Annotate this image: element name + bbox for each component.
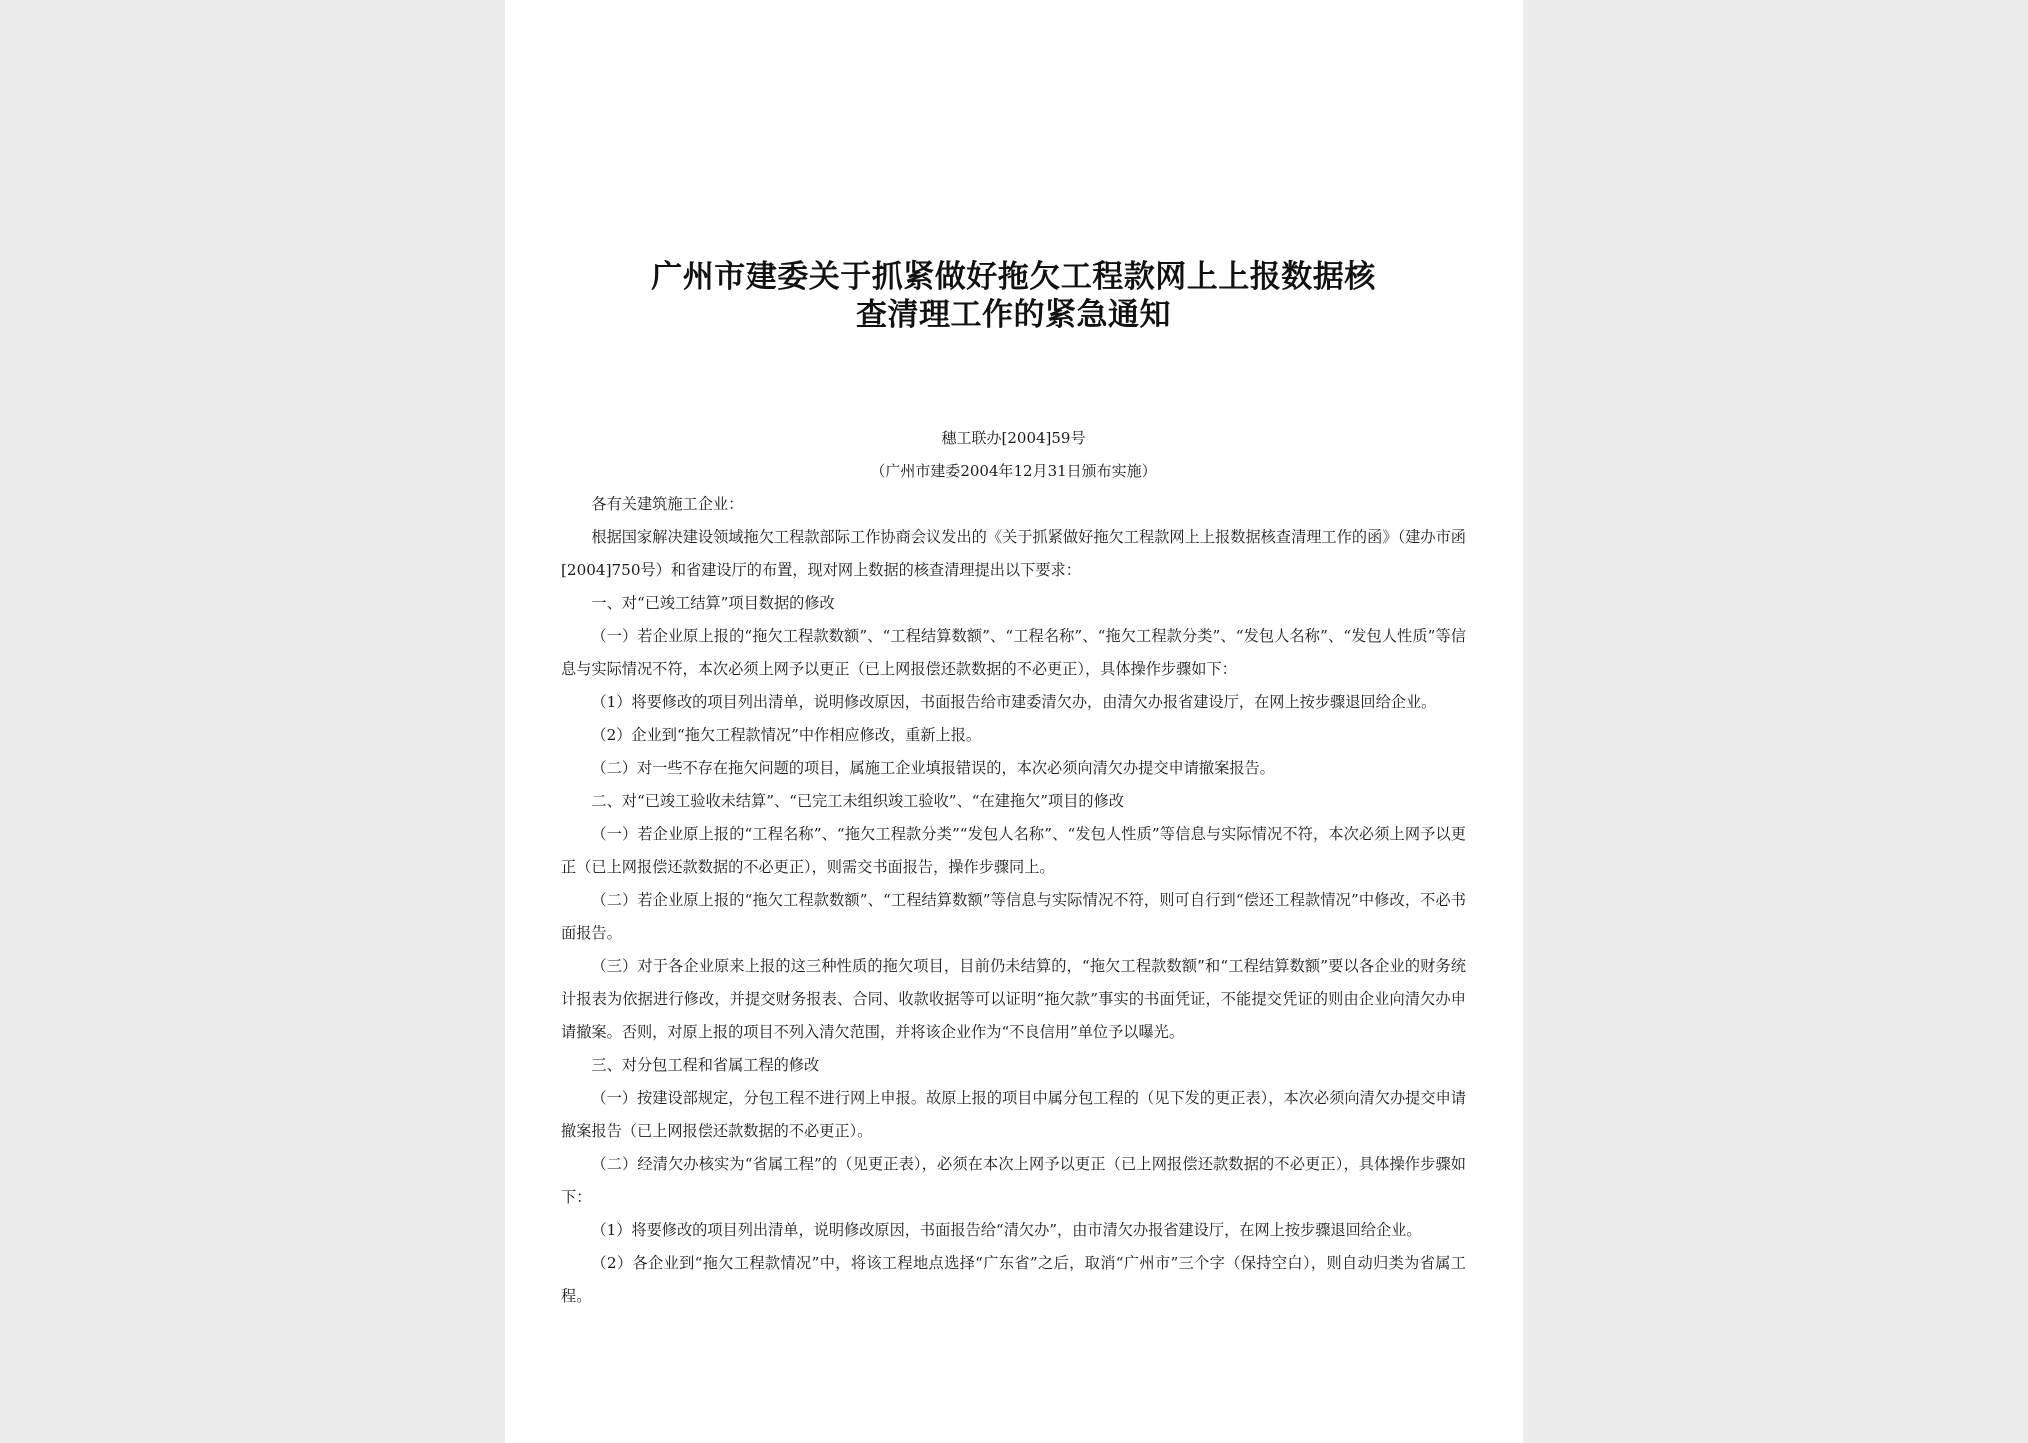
paragraph: （二）若企业原上报的“拖欠工程款数额”、“工程结算数额”等信息与实际情况不符，则可自行到“偿还工程款情况”中修改，不必书面报告。: [561, 891, 1466, 942]
section-heading-2: 二、对“已竣工验收未结算”、“已完工未组织竣工验收”、“在建拖欠”项目的修改: [591, 792, 1124, 810]
paragraph: （一）若企业原上报的“工程名称”、“拖欠工程款分类”“发包人名称”、“发包人性质”等信息与实际情况不符，本次必须上网予以更正（已上网报偿还款数据的不必更正），则需交书面报告，操作步骤同上。: [561, 825, 1466, 876]
paragraph: （1）将要修改的项目列出清单，说明修改原因，书面报告给“清欠办”，由市清欠办报省建设厅，在网上按步骤退回给企业。: [591, 1221, 1422, 1239]
paragraph: （2）各企业到“拖欠工程款情况”中，将该工程地点选择“广东省”之后，取消“广州市”三个字（保持空白），则自动归类为省属工程。: [561, 1254, 1466, 1305]
title-line-2: 查清理工作的紧急通知: [856, 297, 1171, 333]
paragraph: （1）将要修改的项目列出清单，说明修改原因，书面报告给市建委清欠办，由清欠办报省建设厅，在网上按步骤退回给企业。: [591, 693, 1437, 711]
paragraph: （一）按建设部规定，分包工程不进行网上申报。故原上报的项目中属分包工程的（见下发的更正表），本次必须向清欠办提交申请撤案报告（已上网报偿还款数据的不必更正）。: [561, 1089, 1466, 1140]
document-body: [561, 488, 1466, 1313]
section-heading-3: 三、对分包工程和省属工程的修改: [591, 1056, 820, 1074]
paragraph: （2）企业到“拖欠工程款情况”中作相应修改，重新上报。: [591, 726, 982, 744]
document-title: [561, 258, 1466, 334]
paragraph: （三）对于各企业原来上报的这三种性质的拖欠项目，目前仍未结算的，“拖欠工程款数额”和“工程结算数额”要以各企业的财务统计报表为依据进行修改，并提交财务报表、合同、收款收据等可以证明“拖欠款”事实的书面凭证，不能提交凭证的则由企业向清欠办申请撤案。否则，对原上报的项目不列入清欠范围，并将该企业作为“不良信用”单位予以曝光。: [561, 957, 1466, 1041]
document-page: [505, 0, 1523, 1443]
issued-note: （广州市建委2004年12月31日颁布实施）: [870, 462, 1157, 480]
document-number: 穗工联办[2004]59号: [941, 429, 1086, 447]
section-heading-1: 一、对“已竣工结算”项目数据的修改: [591, 594, 835, 612]
salutation: 各有关建筑施工企业：: [591, 495, 744, 513]
paragraph: （一）若企业原上报的“拖欠工程款数额”、“工程结算数额”、“工程名称”、“拖欠工程款分类”、“发包人名称”、“发包人性质”等信息与实际情况不符，本次必须上网予以更正（已上网报偿还款数据的不必更正），具体操作步骤如下：: [561, 627, 1466, 678]
paragraph: （二）经清欠办核实为“省属工程”的（见更正表），必须在本次上网予以更正（已上网报偿还款数据的不必更正），具体操作步骤如下：: [561, 1155, 1466, 1206]
title-line-1: 广州市建委关于抓紧做好拖欠工程款网上上报数据核: [651, 259, 1376, 295]
paragraph: 根据国家解决建设领域拖欠工程款部际工作协商会议发出的《关于抓紧做好拖欠工程款网上上报数据核查清理工作的函》（建办市函[2004]750号）和省建设厅的布置，现对网上数据的核查清理提出以下要求：: [561, 528, 1466, 579]
paragraph: （二）对一些不存在拖欠问题的项目，属施工企业填报错误的，本次必须向清欠办提交申请撤案报告。: [591, 759, 1275, 777]
